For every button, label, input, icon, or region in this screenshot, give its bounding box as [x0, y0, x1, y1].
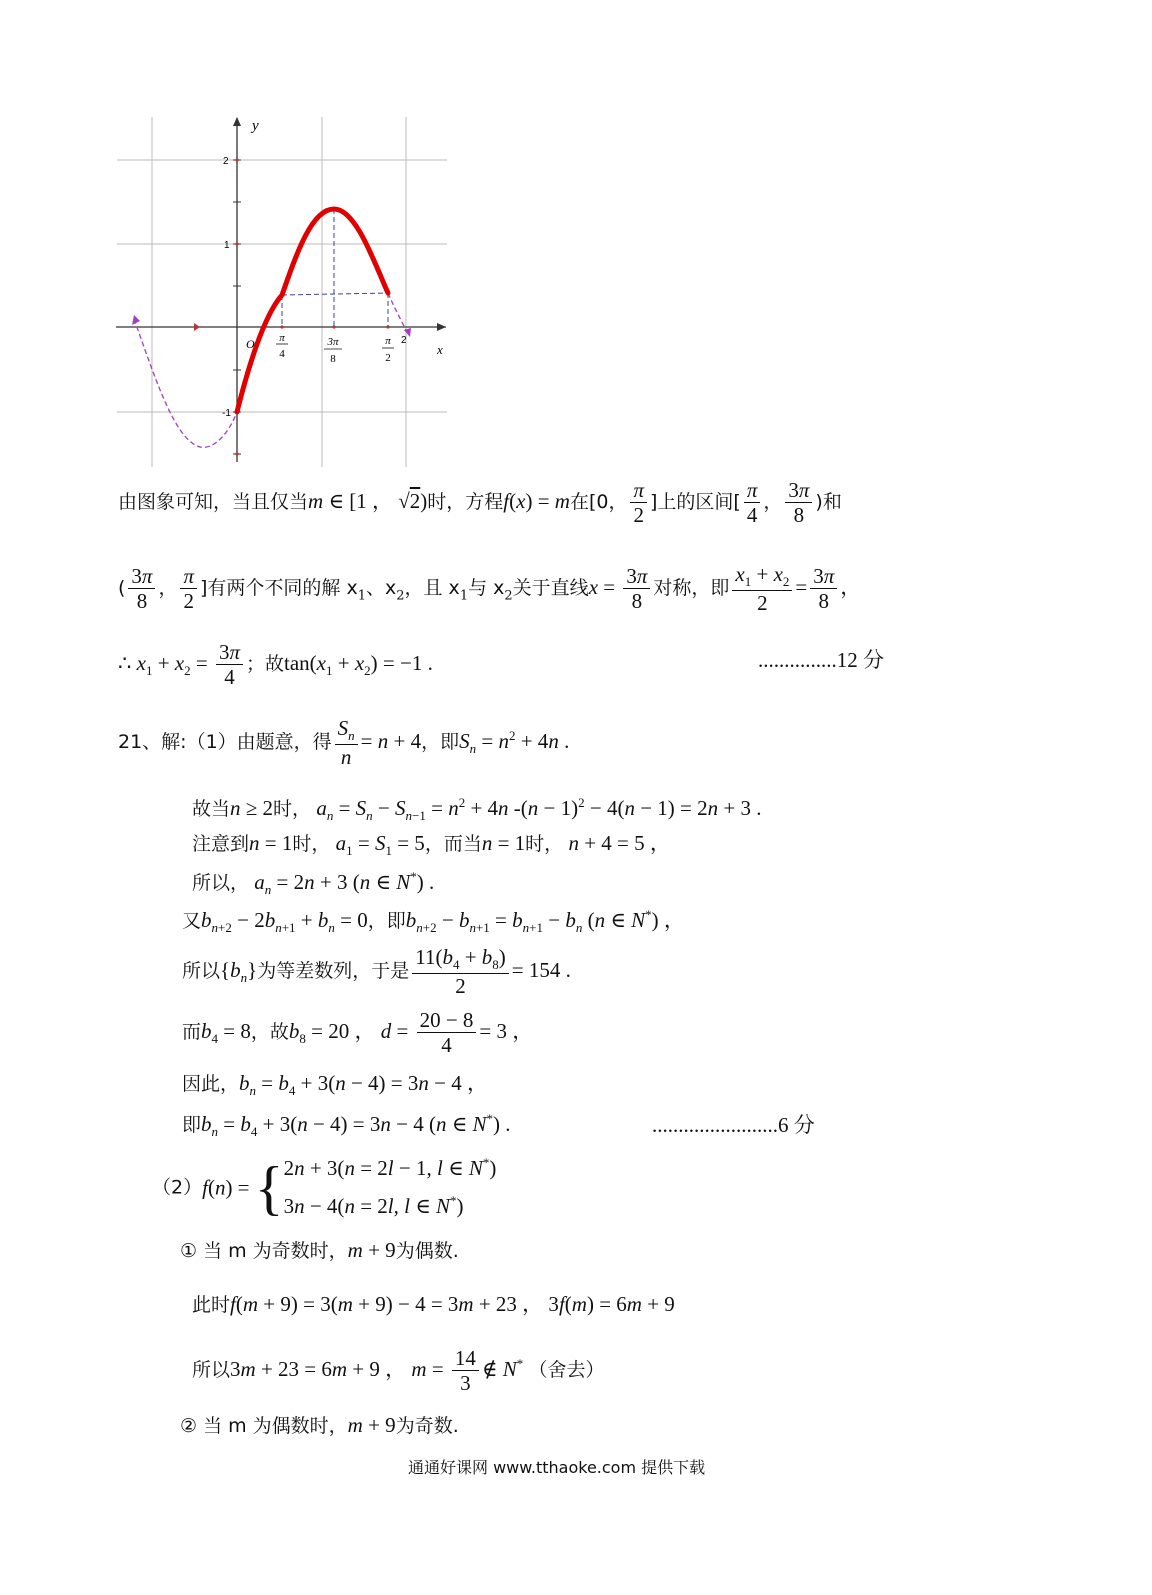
tick-3pi-8-num: 3π: [327, 336, 339, 348]
q21-line-1: 21、解:（1）由题意，得 $\frac{S_n}{n}$ = n + 4，即$S_n = n^2 + 4n$ .: [118, 716, 570, 770]
tick-3pi-8-den: 8: [330, 353, 336, 365]
paragraph-line-1: 由图象可知，当且仅当m ∈ [1 ， √2)时，方程f(x) = m在[0， $\frac{\pi}{2}$ ]上的区间[ $\frac{\pi}{4}$ ， $\frac{3\pi}{8}$ )和: [118, 478, 842, 528]
x-axis-arrow: [437, 323, 446, 331]
y-axis-arrow: [233, 117, 241, 126]
case-2-line-1: ② 当 m 为偶数时，m + 9为奇数.: [180, 1413, 459, 1437]
y-tick-neg1: -1: [222, 408, 231, 419]
paragraph-line-2: ( $\frac{3\pi}{8}$ ， $\frac{\pi}{2}$ ]有两个不同的解 $x_1$、$x_2$，且 $x_1$与 $x_2$关于直线x = $\frac{3\pi}{8}$ 对称，即 $\frac{x_1 + x_2}{2}$ = $\frac{3\pi}{8}$ ，: [118, 562, 862, 616]
q21-line-2: 故当n ≥ 2时， $a_n = S_n - S_{n-1} = n^2 + 4n$ $-(n - 1)^2 - 4(n - 1) = 2n + 3$ .: [192, 795, 762, 824]
graph-axes: [116, 118, 446, 462]
tick-pi-4-num: π: [279, 332, 285, 344]
axis-marker-left: [194, 323, 200, 331]
piecewise-function: （2）f(n) = { 2n + 3(n = 2l − 1, l ∈ N*) 3n − 4(n = 2l, l ∈ N*): [152, 1154, 497, 1221]
x-axis-label: x: [437, 342, 443, 357]
page-footer: 通通好课网 www.tthaoke.com 提供下载: [408, 1458, 706, 1477]
y-axis-label: y: [252, 118, 259, 134]
helper-lines: [282, 209, 388, 327]
score-12: ...............12 分: [758, 648, 884, 672]
axis-dots: [235, 158, 389, 455]
tick-pi-2-den: 2: [385, 352, 391, 364]
q21-line-3: 注意到n = 1时， $a_1 = S_1 = 5$，而当n = 1时， n + 4 = 5 ，: [192, 831, 671, 859]
case-1-line-2: 此时f(m + 9) = 3(m + 9) − 4 = 3m + 23 ， 3f(m) = 6m + 9: [192, 1292, 675, 1316]
x-tick-2: 2: [401, 335, 407, 346]
function-graph: [112, 112, 452, 472]
text-fragment: 由图象可知，当且仅当: [118, 491, 309, 514]
q21-line-5: 又$b_{n+2} - 2b_{n+1} + b_n = 0$，即$b_{n+2} - b_{n+1} = b_{n+1} - b_n$ (n ∈ N*) ，: [182, 907, 685, 936]
q21-line-6: 所以$\{b_n\}$为等差数列，于是 $\frac{11(b_4 + b_8)}{2}$ = 154 .: [182, 945, 571, 999]
x-fraction-labels: [276, 332, 394, 365]
q21-line-7: 而$b_4 = 8$，故$b_8 = 20$ ， d = $\frac{20 - 8}{4}$ = 3 ，: [182, 1008, 534, 1058]
tick-pi-2-num: π: [385, 335, 391, 347]
case-1-line-3: 所以3m + 23 = 6m + 9 ， m = $\frac{14}{3}$ ∉ N* （舍去）: [192, 1346, 605, 1396]
origin-label: O: [246, 337, 255, 351]
case-1-line-1: ① 当 m 为奇数时，m + 9为偶数.: [180, 1238, 459, 1262]
q21-line-9: 即$b_n = b_4 + 3(n - 4) = 3n - 4$ (n ∈ N*) .: [182, 1111, 511, 1140]
q21-line-8: 因此，$b_n = b_4 + 3(n - 4) = 3n - 4$ ，: [182, 1071, 488, 1099]
dashed-curve-right: [388, 293, 408, 334]
y-tick-2: 2: [223, 156, 229, 167]
score-6: ........................6 分: [652, 1113, 815, 1137]
q21-line-4: 所以， $a_n = 2n + 3$ (n ∈ N*) .: [192, 869, 435, 898]
tick-pi-4-den: 4: [279, 348, 285, 360]
paragraph-line-3: ∴ $x_1 + x_2$ = $\frac{3\pi}{4}$ ；故$\tan(x_1 + x_2) = -1$ .: [118, 640, 433, 690]
dashed-curve: [134, 319, 237, 447]
y-tick-1: 1: [224, 240, 230, 251]
red-curve: [237, 209, 388, 412]
